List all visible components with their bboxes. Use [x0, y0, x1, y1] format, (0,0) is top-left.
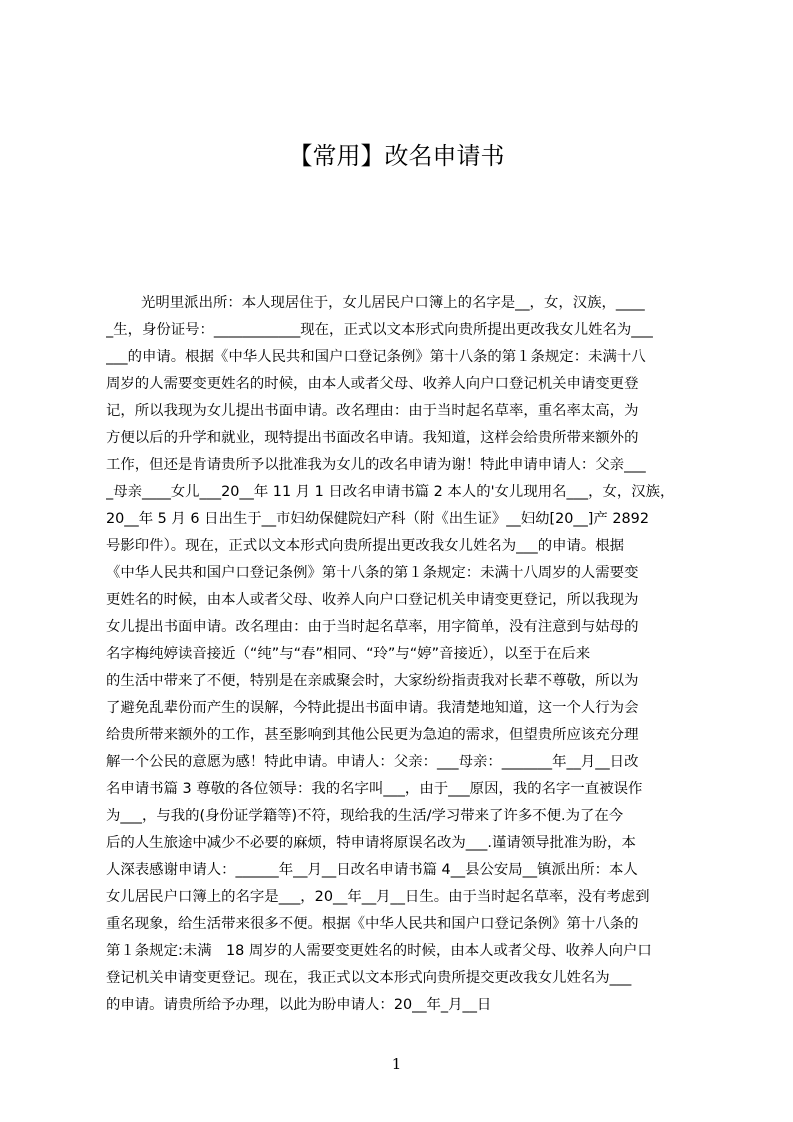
body-line: 名申请书篇 3 尊敬的各位领导：我的名字叫___，由于___原因，我的名字一直被误作	[106, 781, 643, 797]
body-line: 女儿居民户口簿上的名字是___，20__年__月__日生。由于当时起名草率，没有考虑到	[106, 889, 650, 905]
body-line: 了避免乱辈份而产生的误解，今特此提出书面申请。我清楚地知道，这一个人行为会	[106, 700, 639, 716]
body-line: 后的人生旅途中减少不必要的麻烦，特申请将原误名改为___.谨请领导批准为盼，本	[106, 835, 636, 851]
body-line: 给贵所带来额外的工作，甚至影响到其他公民更为急迫的需求，但望贵所应该充分理	[106, 727, 639, 743]
body-line: 第１条规定:未满 18 周岁的人需要变更姓名的时候，由本人或者父母、收养人向户口	[106, 943, 652, 959]
page-number: 1	[391, 1055, 402, 1073]
body-line: _母亲____女儿___20__年 11 月 1 日改名申请书篇 2 本人的'女儿现用名___，女，汉族，	[106, 484, 675, 500]
page-title: 【常用】改名申请书	[288, 142, 505, 170]
body-line: 20__年 5 月 6 日出生于__市妇幼保健院妇产科（附《出生证》__妇幼[20__]产 2892	[106, 511, 649, 527]
body-line: _生，身份证号：____________现在，正式以文本形式向贵所提出更改我女儿姓名为___	[106, 322, 653, 338]
body-line: 登记机关申请变更登记。现在，我正式以文本形式向贵所提交更改我女儿姓名为___	[106, 970, 632, 986]
body-line: 方便以后的升学和就业，现特提出书面改名申请。我知道，这样会给贵所带来额外的	[106, 430, 639, 446]
body-line: 人深表感谢申请人：______年__月__日改名申请书篇 4__县公安局__镇派出所：本人	[106, 862, 638, 878]
body-line: 《中华人民共和国户口登记条例》第十八条的第１条规定：未满十八周岁的人需要变	[106, 565, 639, 581]
body-line: 周岁的人需要变更姓名的时候，由本人或者父母、收养人向户口登记机关申请变更登	[106, 376, 639, 392]
body-line: 更姓名的时候，由本人或者父母、收养人向户口登记机关申请变更登记，所以我现为	[106, 592, 639, 608]
body-line: 为___，与我的(身份证学籍等)不符，现给我的生活/学习带来了许多不便.为了在今	[106, 808, 624, 824]
body-line: 光明里派出所：本人现居住于，女儿居民户口簿上的名字是__，女，汉族，____	[141, 295, 645, 311]
body-line: 名字梅纯婷读音接近（“纯”与“春”相同、“玲”与“婷”音接近），以至于在后来	[106, 646, 591, 662]
body-line: 女儿提出书面申请。改名理由：由于当时起名草率，用字简单，没有注意到与姑母的	[106, 619, 639, 635]
body-line: 记，所以我现为女儿提出书面申请。改名理由：由于当时起名草率，重名率太高，为	[106, 403, 639, 419]
body-line: 解一个公民的意愿为感！特此申请。申请人：父亲：___母亲：_______年__月__日改	[106, 754, 639, 770]
body-line: 的生活中带来了不便，特别是在亲戚聚会时，大家纷纷指责我对长辈不尊敬，所以为	[106, 673, 639, 689]
body-line: 的申请。请贵所给予办理，以此为盼申请人：20__年_月__日	[106, 997, 492, 1013]
body-line: 号影印件）。现在，正式以文本形式向贵所提出更改我女儿姓名为___的申请。根据	[106, 538, 625, 554]
body-line: 工作，但还是肯请贵所予以批准我为女儿的改名申请为谢！特此申请申请人：父亲___	[106, 457, 646, 473]
document-body	[106, 290, 698, 1019]
body-line: 重名现象，给生活带来很多不便。根据《中华人民共和国户口登记条例》第十八条的	[106, 916, 639, 932]
body-line: ___的申请。根据《中华人民共和国户口登记条例》第十八条的第１条规定：未满十八	[106, 349, 646, 365]
